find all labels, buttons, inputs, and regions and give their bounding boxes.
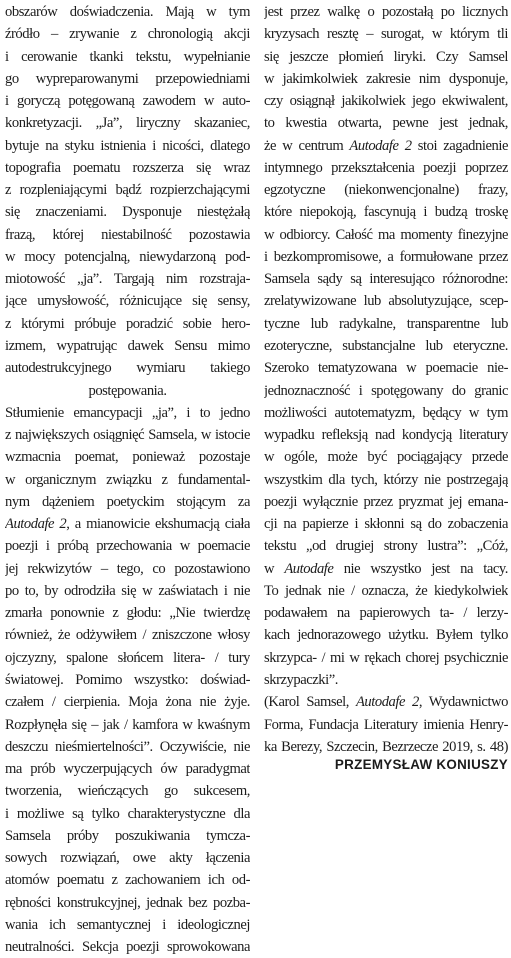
text-line: się znaczeniami. Dysponuje niestężałą: [5, 204, 250, 221]
text-line: Forma, Fundacja Literatury imienia Henry-: [264, 716, 508, 733]
article-column-left: [5, 1, 250, 956]
text-line: bytuje na styku istnienia i nicości, dlatego: [5, 137, 250, 154]
text-line: wszystkim dla tych, którzy nie postrzegają: [264, 471, 508, 488]
text-line: rębności konstrukcyjnej, jednak bez pozba-: [5, 894, 250, 911]
article-author: PRZEMYSŁAW KONIUSZY: [334, 757, 508, 772]
text-line: Samsela próby poszukiwania tymcza-: [5, 827, 250, 844]
text-line: podawałem na papierowych ta- / lerzy-: [264, 605, 508, 622]
text-line: konkretyzacji. „Ja”, liryczny skazaniec,: [5, 115, 250, 132]
text-line: w odbiorcy. Całość ma momenty finezyjne: [264, 226, 508, 243]
text-line: skrzypaczki”.: [264, 671, 338, 688]
text-line: z największych osiągnięć Samsela, w istocie: [5, 427, 250, 444]
book-title: Autodafe 2: [5, 516, 67, 533]
text-line: ezoteryczne, substancjalne lub eteryczne.: [264, 337, 508, 354]
book-title: Autodafe 2: [349, 137, 412, 154]
text-line: i cerowanie tkanki tekstu, wypełnianie: [5, 48, 250, 65]
text-line: izmem, wypatrując dawek Sensu mimo: [5, 337, 250, 354]
text-line: sowych rozwiązań, owe akty łączenia: [5, 850, 250, 867]
text-line: egzotyczne (niekonwencjonalne) frazy,: [264, 182, 508, 199]
text-line: wypadku refleksją nad kondycją literatury: [264, 427, 508, 444]
text-line: się jeszcze płomień liryki. Czy Samsel: [264, 48, 508, 65]
text-line: Szeroko tematyzowana w poemacie nie-: [264, 360, 508, 377]
book-title: Autodafe: [284, 560, 334, 577]
text-line: intymnego przekształcenia poezji poprzez: [264, 159, 508, 176]
text-line: wania ich semantycznej i ideologicznej: [5, 916, 250, 933]
book-title: Autodafe 2: [355, 694, 419, 711]
text-line: w ogóle, może być pociągający przede: [264, 449, 508, 466]
text-line: jej rekwizytów – tego, co pozostawiono: [5, 560, 250, 577]
text-line: Stłumienie emancypacji „ja”, i to jedno: [5, 404, 250, 421]
text-line: ma prób wyczerpujących ów paradygmat: [5, 761, 250, 778]
text-line: obszarów doświadczenia. Mają w tym: [5, 4, 250, 20]
text-line: czałem / cierpienia. Moja żona nie żyje.: [5, 694, 250, 711]
text-line: ojczyzny, spalone słońcem litera- / tury: [5, 649, 250, 666]
text-line: w mocy potencjalną, niewydarzoną pod-: [5, 248, 250, 265]
text-line: zmarła ponownie z głodu: „Nie twierdzę: [5, 605, 250, 622]
text-line: z rozpleniającymi bądź rozpierzchającymi: [5, 182, 250, 199]
text-line: w organicznym związku z fundamental-: [5, 471, 250, 488]
text-line: jest przez walkę o pozostałą po licznych: [264, 4, 508, 20]
text-line: ka Berezy, Szczecin, Bezrzecze 2019, s. 48): [264, 738, 508, 755]
text-line: skrzypca- / mi w rękach chorej psychicznie: [264, 649, 508, 666]
text-line: w jakimkolwiek zakresie nim dysponuje,: [264, 70, 508, 87]
text-line: frazą, której niestabilność pozostawia: [5, 226, 250, 243]
text-line: Autodafe 2, a mianowicie ekshumacją ciała: [5, 516, 250, 533]
text-line: które niepokoją, fascynują i budzą troskę: [264, 204, 508, 221]
text-line: jące umysłowość, różnicujące się sensy,: [5, 293, 250, 310]
text-line: z którymi próbuje poradzić sobie hero-: [5, 315, 250, 332]
text-line: w Autodafe nie wszystko jest na tacy.: [264, 560, 508, 577]
text-line: kryzysach resztę – surogat, w którym tli: [264, 26, 508, 43]
text-line: (Karol Samsel, Autodafe 2, Wydawnictwo: [264, 694, 508, 711]
text-line: miotowość „ja”. Targają nim rozstraja-: [5, 271, 250, 288]
text-line: tyczne lub radykalne, transparentne lub: [264, 315, 508, 332]
text-line: nym dążeniem poetyckim stojącym za: [5, 493, 250, 510]
text-line: poezji i próbą przechowania w poemacie: [5, 538, 250, 555]
text-line: czy osiągnął jakikolwiek jego ekwiwalent,: [264, 93, 508, 110]
text-line: cji na papierze i skłonni są do zobaczenia: [264, 516, 508, 533]
text-line: topografia poematu rozszerza się wraz: [5, 159, 250, 176]
text-line: po to, by odrodziła się w zaświatach i nie: [5, 582, 250, 599]
text-line: postępowania.: [88, 382, 167, 399]
text-line: tekstu „od drugiej strony lustra”: „Cóż,: [264, 538, 508, 555]
text-line: możliwości autotematyzm, będący w tym: [264, 404, 508, 421]
text-line: to kwestia otwarta, pewne jest jednak,: [264, 115, 508, 132]
text-line: wzmacnia poemat, ponieważ pozostaje: [5, 449, 250, 466]
text-line: i bezkompromisowe, a formułowane przez: [264, 248, 508, 265]
text-line: go wypreparowanymi przepowiedniami: [5, 70, 250, 87]
text-line: atomów poematu z zachowaniem ich od-: [5, 872, 250, 889]
text-line: autodestrukcyjnego wymiaru takiego: [5, 360, 250, 377]
text-line: To jednak nie / oznacza, że kiedykolwiek: [264, 582, 508, 599]
text-line: deszczu nieśmiertelności”. Oczywiście, nie: [5, 738, 250, 755]
text-line: światowej. Pomimo wszystko: doświad-: [5, 671, 250, 688]
text-line: kach jednorazowego użytku. Byłem tylko: [264, 627, 508, 644]
text-line: również, że odżywiłem / zniszczone włosy: [5, 627, 250, 644]
text-line: Samsela sądy są interesująco różnorodne:: [264, 271, 508, 288]
text-line: poezji wyłącznie przez pryzmat jej emana-: [264, 493, 508, 510]
text-line: tworzenia, wieńczących go sukcesem,: [5, 783, 250, 800]
text-line: źródło – zrywanie z chronologią akcji: [5, 26, 250, 43]
text-line: i goryczą potęgowaną zawodem w auto-: [5, 93, 250, 110]
text-line: że w centrum Autodafe 2 stoi zagadnienie: [264, 137, 508, 154]
text-line: jednoznaczność i spotęgowany do granic: [264, 382, 508, 399]
text-line: i możliwe są tylko charakterystyczne dla: [5, 805, 250, 822]
text-line: zrelatywizowane lub absolutyzujące, scep-: [264, 293, 508, 310]
text-line: neutralności. Sekcja poezji sprowokowana: [5, 939, 250, 956]
text-line: Rozpłynęła się – jak / kamfora w kwaśnym: [5, 716, 250, 733]
